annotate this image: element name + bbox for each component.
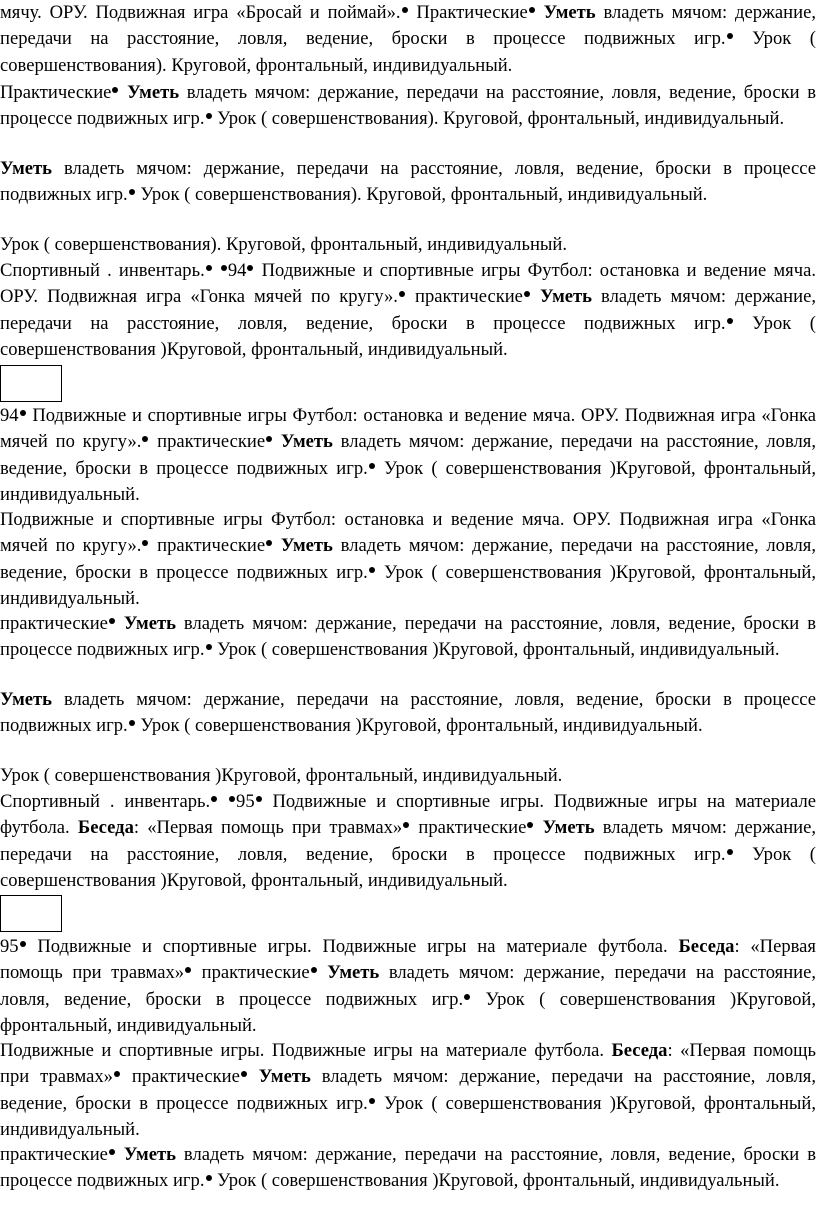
bullet-icon xyxy=(256,796,262,802)
bullet-icon xyxy=(112,87,118,93)
paragraph-11 xyxy=(0,789,816,894)
paragraph-13 xyxy=(0,1038,816,1143)
bullet-icon xyxy=(114,1071,120,1077)
bullet-icon xyxy=(211,796,217,802)
bullet-icon xyxy=(369,567,375,573)
text-run: практические xyxy=(149,431,266,453)
paragraph-5 xyxy=(0,258,816,363)
text-run: Урок ( совершенствования )Круговой, фронтальный, индивидуальный. xyxy=(0,843,816,891)
text-run: практические xyxy=(405,286,523,308)
bold-term: Уметь xyxy=(127,82,180,103)
paragraph-10 xyxy=(0,763,816,789)
bold-term: Беседа xyxy=(77,817,134,839)
bullet-icon xyxy=(369,463,375,469)
lesson-number: 94 xyxy=(227,260,247,281)
text-run: практические xyxy=(0,1144,108,1165)
bullet-icon xyxy=(129,189,135,195)
text-run: практические xyxy=(0,613,108,634)
text-run: Подвижные и спортивные игры. Подвижные игры на материале футбола. xyxy=(26,936,679,957)
text-run: Практические xyxy=(416,2,528,23)
text-run: практические xyxy=(149,535,266,557)
text-run: владеть мячом: держание, передачи на расстояние, ловля, ведение, броски в процессе подвижных игр. xyxy=(0,613,816,661)
bullet-icon xyxy=(206,1175,212,1181)
paragraph-2 xyxy=(0,80,816,133)
text-run: владеть мячом: держание, передачи на расстояние, ловля, ведение, броски в процессе подвижных игр. xyxy=(0,82,816,130)
bold-term: Беседа xyxy=(678,936,735,957)
bold-term: Уметь xyxy=(0,689,53,710)
paragraph-9 xyxy=(0,687,816,740)
bold-term: Уметь xyxy=(280,431,333,453)
text-run: Урок ( совершенствования )Круговой, фронтальный, индивидуальный. xyxy=(135,715,703,737)
lesson-number: 95 xyxy=(236,791,255,812)
text-run: Урок ( совершенствования). Круговой, фронтальный, индивидуальный. xyxy=(135,184,708,206)
bullet-icon xyxy=(129,720,135,726)
text-run: владеть мячом: держание, передачи на расстояние, ловля, ведение, броски в процессе подвижных игр. xyxy=(0,817,816,865)
bold-term: Уметь xyxy=(258,1066,311,1088)
bullet-icon xyxy=(206,265,212,271)
bullet-icon xyxy=(109,1149,115,1155)
bullet-icon xyxy=(369,1098,375,1104)
text-run: практические xyxy=(410,817,527,839)
text-run: Урок ( совершенствования). Круговой, фронтальный, индивидуальный. xyxy=(0,234,567,255)
empty-table-cell xyxy=(0,365,62,402)
text-run: владеть мячом: держание, передачи на расстояние, ловля, ведение, броски в процессе подвижных игр. xyxy=(0,431,816,479)
bullet-icon xyxy=(185,967,191,973)
bullet-icon xyxy=(241,1071,247,1077)
paragraph-1 xyxy=(0,0,816,79)
bullet-icon xyxy=(20,410,26,416)
text-run: Урок ( совершенствования )Круговой, фронтальный, индивидуальный. xyxy=(0,457,816,505)
text-run: Спортивный . инвентарь. xyxy=(0,260,205,281)
text-run: практические xyxy=(120,1066,240,1088)
bold-term: Уметь xyxy=(280,535,333,557)
bold-term: Уметь xyxy=(123,613,176,634)
bold-term: Уметь xyxy=(327,962,380,984)
paragraph-7 xyxy=(0,507,816,612)
text-run: : «Первая помощь при травмах» xyxy=(0,936,816,984)
bullet-icon xyxy=(464,994,470,1000)
text-run: Урок ( совершенствования )Круговой, фронтальный, индивидуальный. xyxy=(0,1092,816,1140)
text-run: Практические xyxy=(0,82,112,103)
bullet-icon xyxy=(727,33,733,39)
bullet-icon xyxy=(206,644,212,650)
empty-table-cell xyxy=(0,895,62,932)
bullet-icon xyxy=(206,113,212,119)
bold-term: Уметь xyxy=(542,817,595,839)
text-run: владеть мячом: держание, передачи на расстояние, ловля, ведение, броски в процессе подвижных игр. xyxy=(0,689,816,737)
text-run: практические xyxy=(192,962,310,984)
bold-term: Уметь xyxy=(539,286,592,308)
text-run: мячу. ОРУ. Подвижная игра «Бросай и поймай». xyxy=(0,2,401,23)
text-run: : «Первая помощь при травмах» xyxy=(0,1040,816,1088)
text-run: Спортивный . инвентарь. xyxy=(0,791,211,812)
bullet-icon xyxy=(266,436,272,442)
bold-term: Уметь xyxy=(543,2,596,23)
paragraph-3 xyxy=(0,156,816,209)
text-run: Урок ( совершенствования )Круговой, фронтальный, индивидуальный. xyxy=(212,1170,780,1192)
bullet-icon xyxy=(727,849,733,855)
lesson-number: 95 xyxy=(0,936,19,957)
bold-term: Уметь xyxy=(123,1144,176,1165)
paragraph-12 xyxy=(0,934,816,1039)
text-run: владеть мячом: держание, передачи на расстояние, ловля, ведение, броски в процессе подвижных игр. xyxy=(0,535,816,583)
text-run: Урок ( совершенствования )Круговой, фронтальный, индивидуальный. xyxy=(0,988,816,1036)
text-run: Урок ( совершенствования). Круговой, фронтальный, индивидуальный. xyxy=(212,108,785,130)
paragraph-14 xyxy=(0,1142,816,1195)
text-run: Подвижные и спортивные игры Футбол: остановка и ведение мяча. ОРУ. Подвижная игра «Гонка мячей по кругу». xyxy=(0,509,816,557)
text-run: Подвижные и спортивные игры. Подвижные игры на материале футбола. xyxy=(0,791,816,839)
paragraph-8 xyxy=(0,611,816,664)
text-run: владеть мячом: держание, передачи на расстояние, ловля, ведение, броски в процессе подвижных игр. xyxy=(0,158,816,206)
text-run: владеть мячом: держание, передачи на расстояние, ловля, ведение, броски в процессе подвижных игр. xyxy=(0,1066,816,1114)
text-run: владеть мячом: держание, передачи на расстояние, ловля, ведение, броски в процессе подвижных игр. xyxy=(0,2,816,50)
bullet-icon xyxy=(247,265,253,271)
text-run: Урок ( совершенствования )Круговой, фронтальный, индивидуальный. xyxy=(212,639,780,661)
bullet-icon xyxy=(727,318,733,324)
paragraph-6 xyxy=(0,403,816,508)
text-run: Подвижные и спортивные игры. Подвижные игры на материале футбола. xyxy=(0,1040,612,1061)
bullet-icon xyxy=(266,540,272,546)
bullet-icon xyxy=(527,822,533,828)
bold-term: Уметь xyxy=(0,158,53,179)
bullet-icon xyxy=(142,436,148,442)
paragraph-4 xyxy=(0,232,816,258)
bullet-icon xyxy=(109,618,115,624)
bullet-icon xyxy=(524,291,530,297)
bold-term: Беседа xyxy=(611,1040,668,1061)
bullet-icon xyxy=(399,291,405,297)
bullet-icon xyxy=(311,967,317,973)
bullet-icon xyxy=(221,265,227,271)
text-run: Подвижные и спортивные игры Футбол: остановка и ведение мяча. ОРУ. Подвижная игра «Гонка мячей по кругу». xyxy=(0,260,816,308)
text-run: Урок ( совершенствования )Круговой, фронтальный, индивидуальный. xyxy=(0,561,816,609)
bullet-icon xyxy=(529,7,535,13)
text-run: : «Первая помощь при травмах» xyxy=(133,817,403,839)
bullet-icon xyxy=(403,822,409,828)
text-run: владеть мячом: держание, передачи на расстояние, ловля, ведение, броски в процессе подвижных игр. xyxy=(0,1144,816,1192)
text-run: Подвижные и спортивные игры Футбол: остановка и ведение мяча. ОРУ. Подвижная игра «Гонка мячей по кругу». xyxy=(0,405,816,453)
lesson-number: 94 xyxy=(0,405,19,426)
text-run: Урок ( совершенствования )Круговой, фронтальный, индивидуальный. xyxy=(0,765,563,786)
bullet-icon xyxy=(402,7,408,13)
text-run: владеть мячом: держание, передачи на расстояние, ловля, ведение, броски в процессе подвижных игр. xyxy=(0,962,816,1010)
bullet-icon xyxy=(229,796,235,802)
text-run: Урок ( совершенствования )Круговой, фронтальный, индивидуальный. xyxy=(0,312,816,360)
bullet-icon xyxy=(142,540,148,546)
text-run: Урок ( совершенствования). Круговой, фронтальный, индивидуальный. xyxy=(0,28,816,76)
text-run: владеть мячом: держание, передачи на расстояние, ловля, ведение, броски в процессе подвижных игр. xyxy=(0,286,816,334)
bullet-icon xyxy=(20,941,26,947)
